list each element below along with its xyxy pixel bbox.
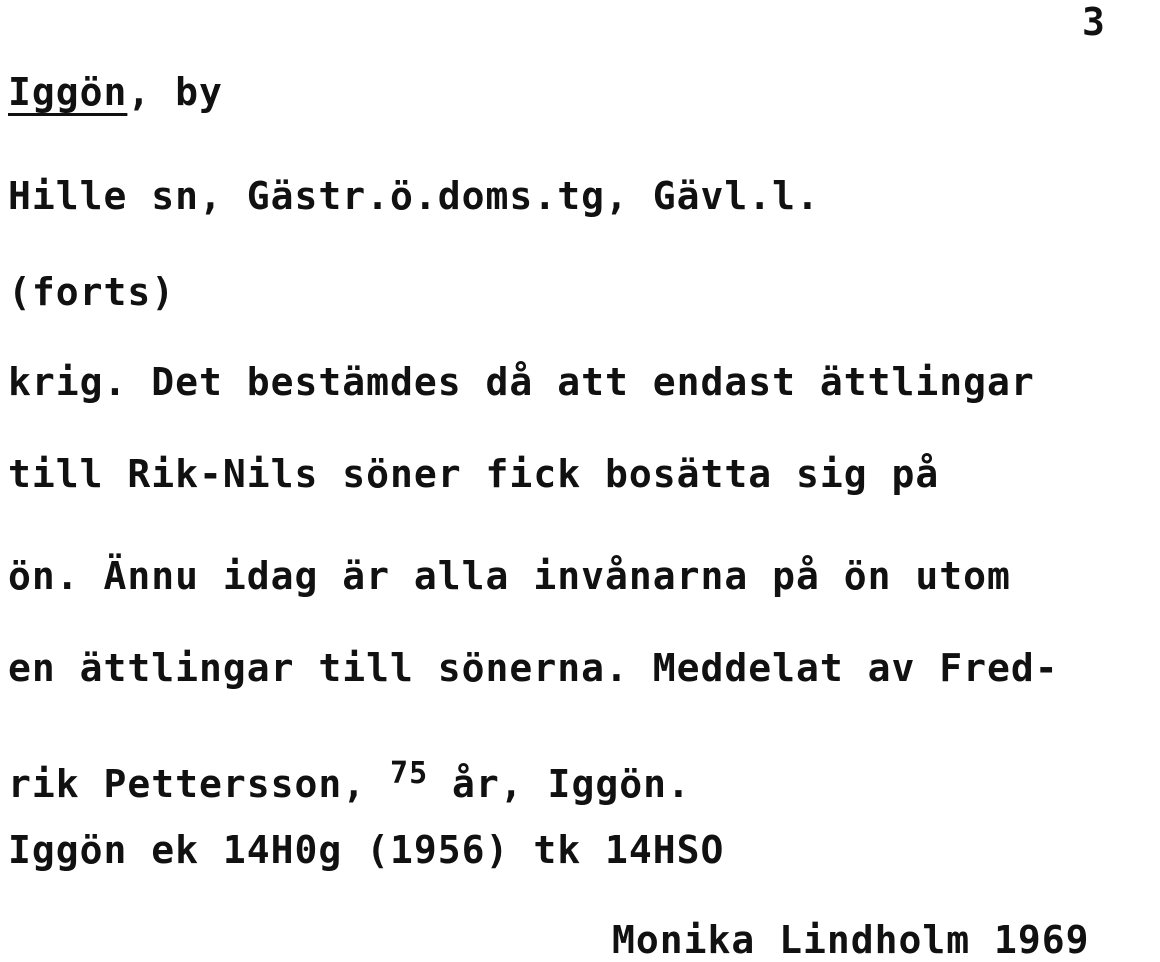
body-line-4: en ättlingar till sönerna. Meddelat av Fred- xyxy=(8,646,1059,690)
signature: Monika Lindholm 1969 xyxy=(612,918,1090,962)
title-line xyxy=(8,70,223,114)
body-line-5 xyxy=(8,752,691,806)
body-line-3: ön. Ännu idag är alla invånarna på ön utom xyxy=(8,554,1011,598)
place-type: , by xyxy=(127,70,223,114)
location-line: Hille sn, Gästr.ö.doms.tg, Gävl.l. xyxy=(8,174,820,218)
map-reference: Iggön ek 14H0g (1956) tk 14HSO xyxy=(8,828,725,872)
informant-name: rik Pettersson, xyxy=(8,762,391,806)
continued-marker: (forts) xyxy=(8,270,176,314)
place-name: Iggön xyxy=(8,70,128,114)
body-line-1: krig. Det bestämdes då att endast ättlingar xyxy=(8,360,1035,404)
page-number: 3 xyxy=(1082,0,1105,44)
body-line-2: till Rik-Nils söner fick bosätta sig på xyxy=(8,452,940,496)
informant-place: år, Iggön. xyxy=(428,762,691,806)
informant-age: 75 xyxy=(390,756,429,791)
